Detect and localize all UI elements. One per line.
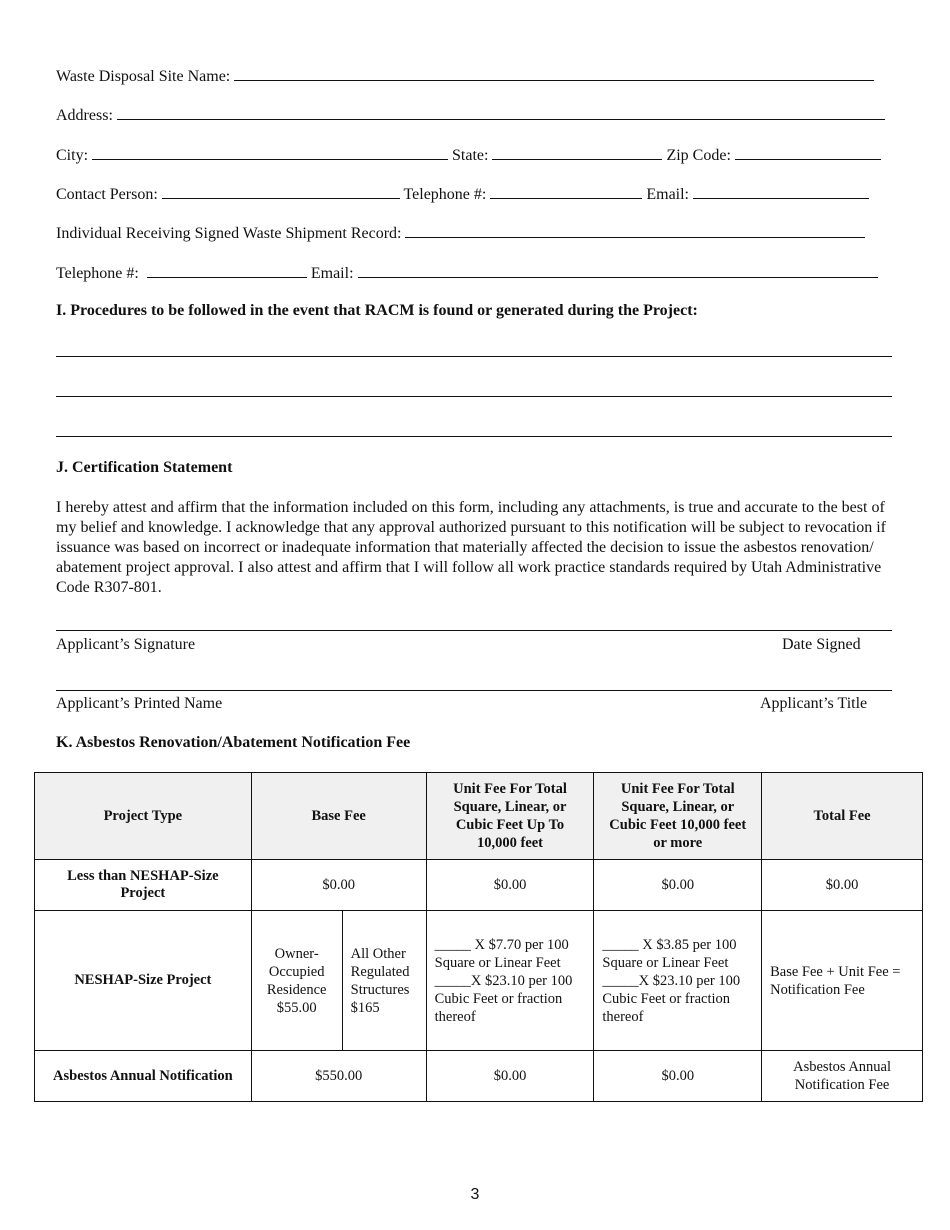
- applicant-title-label: Applicant’s Title: [760, 695, 868, 712]
- section-i-title: I. Procedures to be followed in the event that RACM is found or generated during the Project:: [56, 302, 698, 319]
- receiver-input[interactable]: [405, 223, 865, 238]
- site-name-input[interactable]: [234, 66, 874, 81]
- city-state-zip-row: [56, 145, 881, 165]
- email-input[interactable]: [693, 184, 869, 199]
- contact-row: [56, 184, 869, 204]
- zip-input[interactable]: [735, 145, 881, 160]
- page-number: 3: [470, 1186, 480, 1203]
- contact-person-label: Contact Person:: [56, 186, 158, 203]
- header-unit-fee-small: Unit Fee For Total Square, Linear, or Cubic Feet Up To 10,000 feet: [426, 773, 594, 860]
- email-label: Email:: [646, 186, 689, 203]
- receiver-contact-row: [56, 263, 878, 283]
- state-input[interactable]: [492, 145, 662, 160]
- annual-unit-small: $0.00: [426, 1051, 594, 1102]
- section-j-title: J. Certification Statement: [56, 459, 233, 476]
- city-label: City:: [56, 147, 89, 164]
- telephone-label: Telephone #:: [403, 186, 487, 203]
- printed-name-line[interactable]: [56, 690, 892, 691]
- neshap-base-other: All Other Regulated Structures $165: [342, 911, 426, 1051]
- procedures-line-1[interactable]: [56, 356, 892, 357]
- neshap-unit-small: _____ X $7.70 per 100 Square or Linear Feet _____X $23.10 per 100 Cubic Feet or fraction thereof: [426, 911, 594, 1051]
- zip-label: Zip Code:: [666, 147, 731, 164]
- telephone-input[interactable]: [490, 184, 642, 199]
- header-base-fee: Base Fee: [251, 773, 426, 860]
- procedures-line-2[interactable]: [56, 396, 892, 397]
- neshap-base-owner: Owner-Occupied Residence $55.00: [251, 911, 342, 1051]
- table-row: [35, 1051, 923, 1102]
- receiver-label: Individual Receiving Signed Waste Shipment Record:: [56, 225, 402, 242]
- printed-name-label: Applicant’s Printed Name: [56, 695, 223, 712]
- table-row: [35, 860, 923, 911]
- date-signed-label: Date Signed: [782, 636, 861, 653]
- email2-input[interactable]: [358, 263, 878, 278]
- header-total-fee: Total Fee: [762, 773, 923, 860]
- email2-label: Email:: [310, 265, 354, 282]
- less-than-type: Less than NESHAP-Size Project: [35, 860, 252, 911]
- site-name-label: Waste Disposal Site Name:: [56, 68, 231, 85]
- state-label: State:: [452, 147, 489, 164]
- site-name-field: [56, 66, 874, 86]
- header-project-type: Project Type: [35, 773, 252, 860]
- address-input[interactable]: [117, 105, 885, 120]
- annual-type: Asbestos Annual Notification: [35, 1051, 252, 1102]
- applicant-signature-label: Applicant’s Signature: [56, 636, 196, 653]
- signature-line[interactable]: [56, 630, 892, 631]
- address-field: [56, 105, 885, 125]
- city-input[interactable]: [92, 145, 448, 160]
- neshap-type: NESHAP-Size Project: [35, 911, 252, 1051]
- header-unit-fee-large: Unit Fee For Total Square, Linear, or Cubic Feet 10,000 feet or more: [594, 773, 762, 860]
- annual-base: $550.00: [251, 1051, 426, 1102]
- section-k-title: K. Asbestos Renovation/Abatement Notification Fee: [56, 734, 411, 751]
- less-than-total: $0.00: [762, 860, 923, 911]
- telephone2-input[interactable]: [147, 263, 307, 278]
- telephone2-label: Telephone #:: [56, 265, 139, 282]
- annual-total: Asbestos Annual Notification Fee: [762, 1051, 923, 1102]
- receiver-field: [56, 223, 865, 243]
- address-label: Address:: [56, 107, 113, 124]
- table-row: [35, 911, 923, 1051]
- neshap-total: Base Fee + Unit Fee = Notification Fee: [762, 911, 923, 1051]
- fee-table-header-row: [35, 773, 923, 860]
- procedures-line-3[interactable]: [56, 436, 892, 437]
- fee-table: [34, 772, 923, 1102]
- less-than-base: $0.00: [251, 860, 426, 911]
- neshap-unit-large: _____ X $3.85 per 100 Square or Linear Feet _____X $23.10 per 100 Cubic Feet or fraction thereof: [594, 911, 762, 1051]
- certification-text: I hereby attest and affirm that the information included on this form, including any attachments, is true and accurate to the best of my belief and knowledge. I acknowledge that any approval authorized pursuant to this notification will be subject to revocation if issuance was based on incorrect or inadequate information that materially affected the decision to issue the asbestos renovation/ abatement project approval. I also attest and affirm that I will follow all work practice standards required by Utah Administrative Code R307-801.: [56, 499, 886, 596]
- less-than-unit-large: $0.00: [594, 860, 762, 911]
- contact-person-input[interactable]: [162, 184, 400, 199]
- annual-unit-large: $0.00: [594, 1051, 762, 1102]
- less-than-unit-small: $0.00: [426, 860, 594, 911]
